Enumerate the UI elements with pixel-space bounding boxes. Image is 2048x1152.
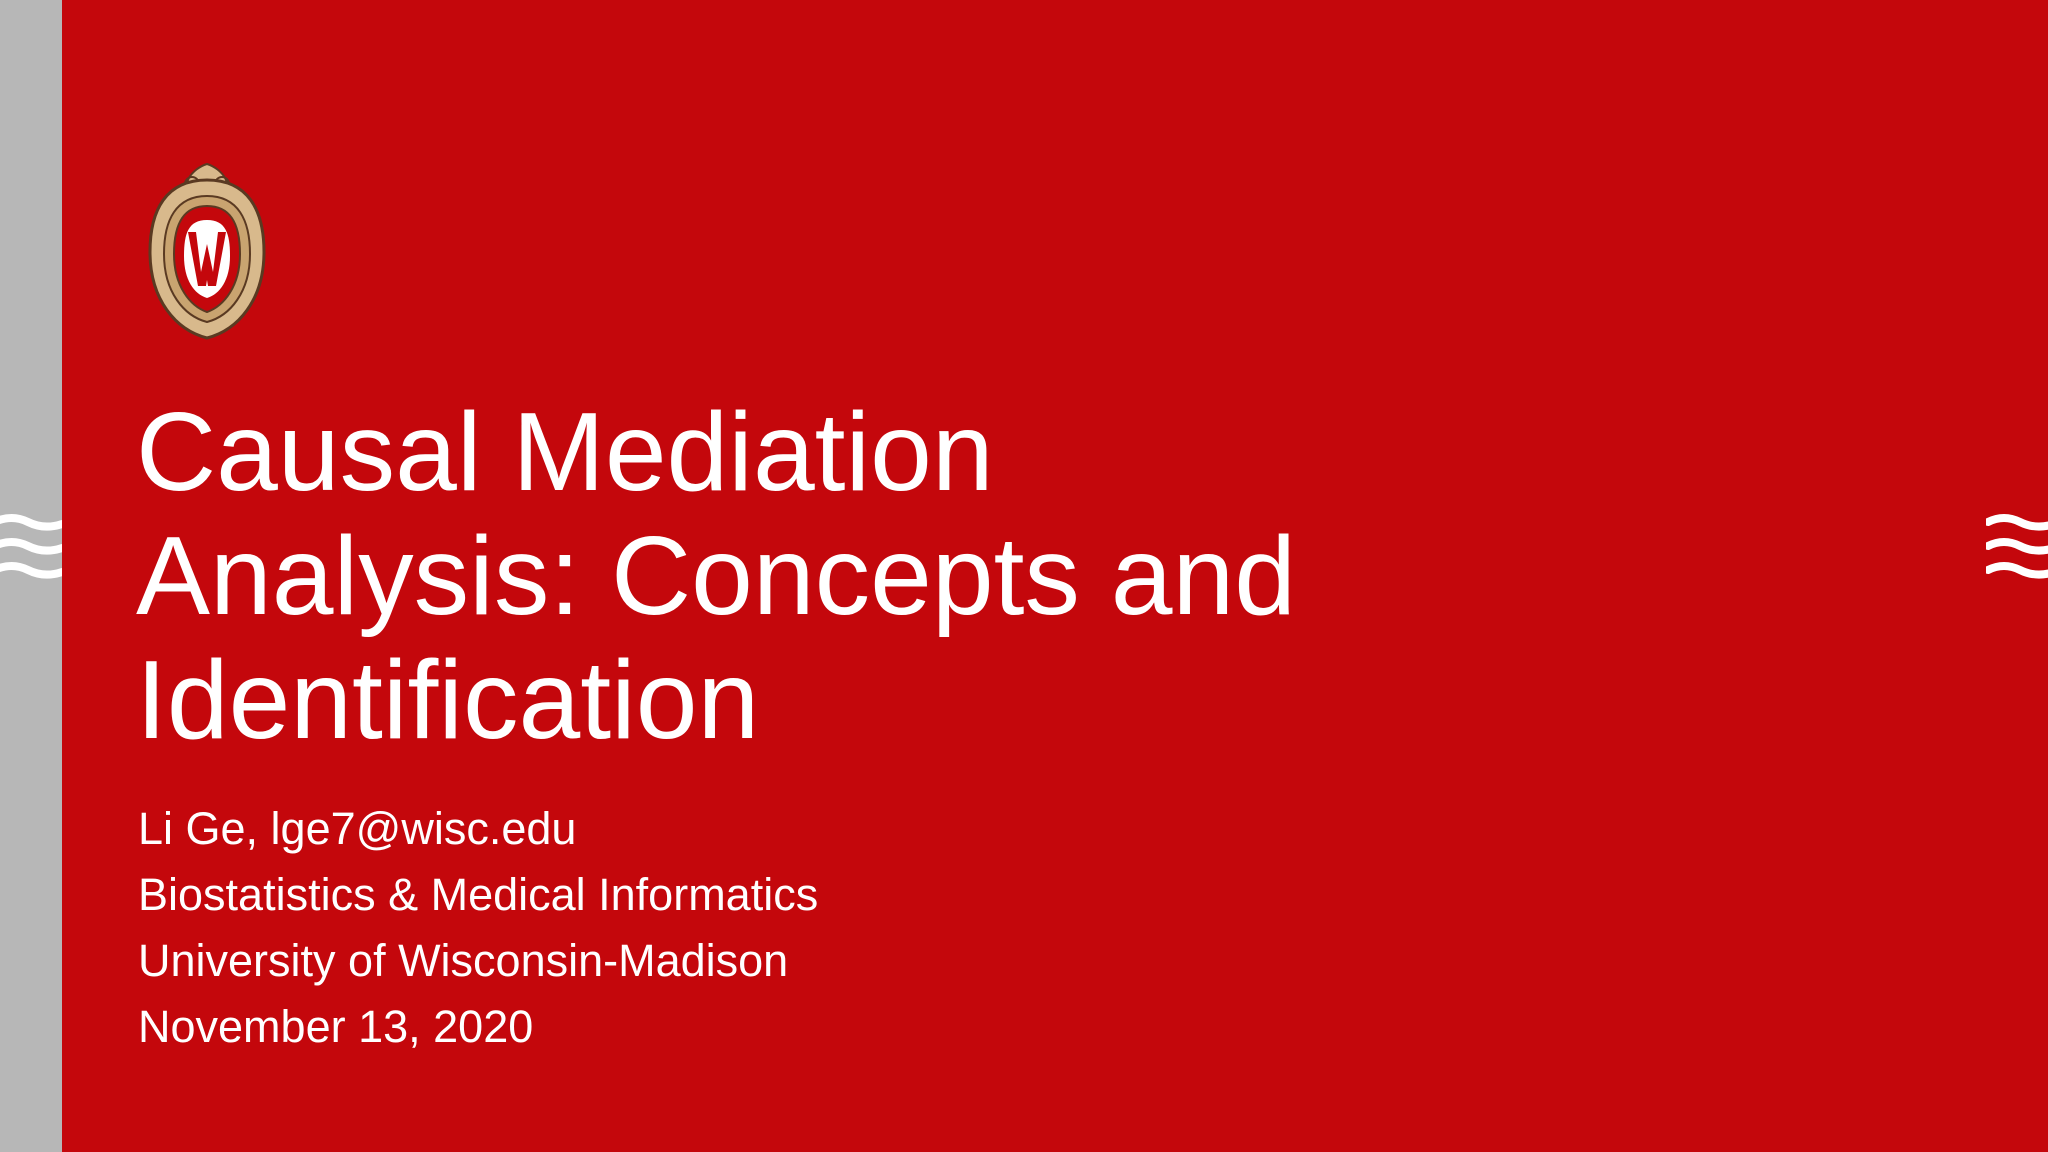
uw-crest-icon — [146, 160, 268, 342]
date-line: November 13, 2020 — [138, 1001, 534, 1052]
author-info — [138, 796, 1338, 1060]
slide-title — [136, 390, 1636, 762]
title-line-1: Causal Mediation — [136, 390, 994, 514]
right-waves-icon — [1986, 512, 2048, 584]
title-line-3: Identification — [136, 638, 760, 762]
title-line-2: Analysis: Concepts and — [136, 514, 1296, 638]
department-line: Biostatistics & Medical Informatics — [138, 869, 819, 920]
university-line: University of Wisconsin-Madison — [138, 935, 789, 986]
left-waves-icon — [0, 512, 62, 584]
author-line: Li Ge, lge7@wisc.edu — [138, 803, 577, 854]
